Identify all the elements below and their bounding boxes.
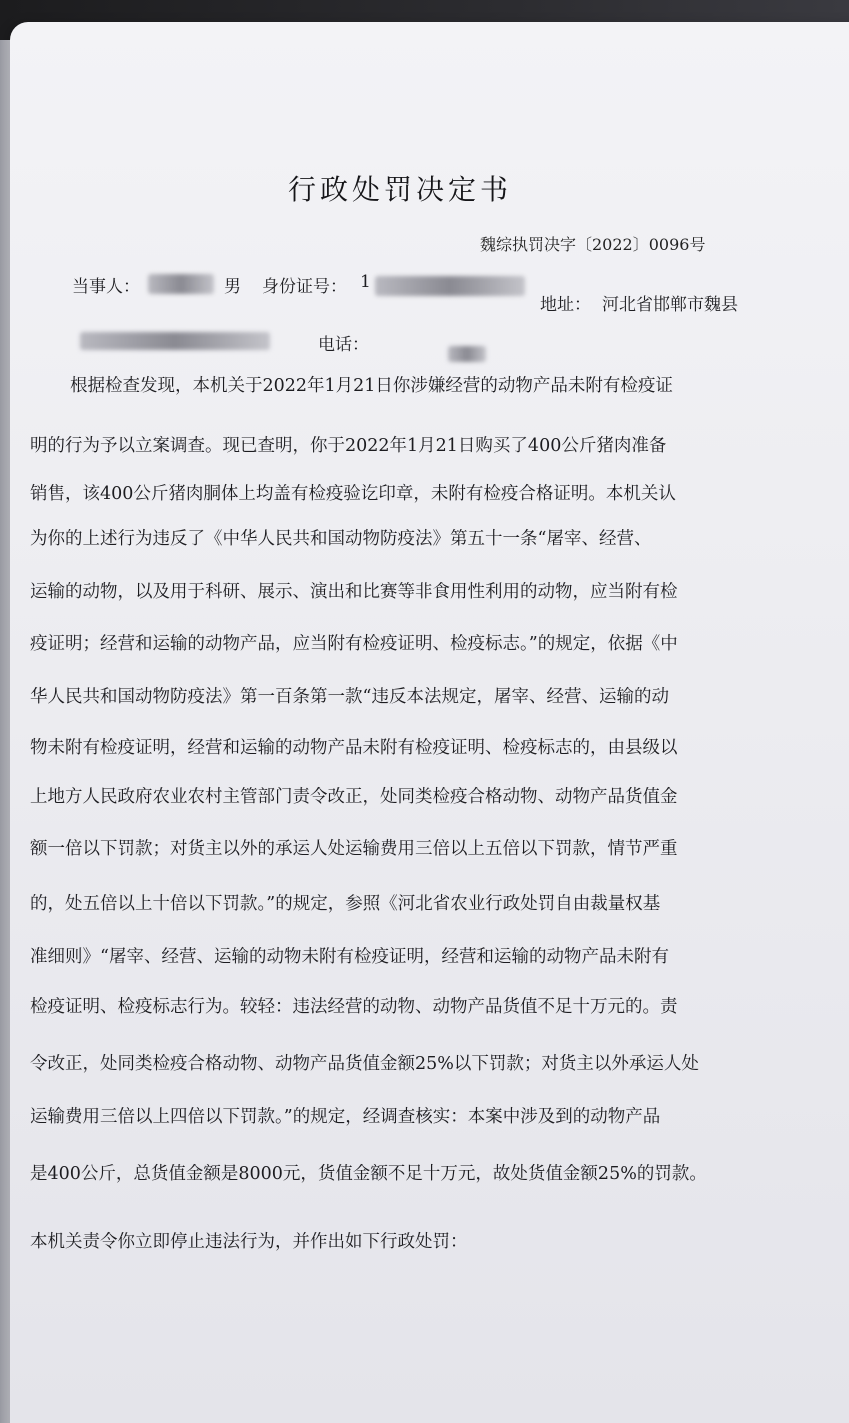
address-value: 河北省邯郸市魏县 (602, 295, 738, 315)
id-label: 身份证号： (262, 277, 347, 297)
page-stack-edge (0, 40, 10, 1423)
body-line: 的，处五倍以上十倍以下罚款。”的规定，参照《河北省农业行政处罚自由裁量权基 (30, 894, 661, 914)
party-label: 当事人： (72, 277, 140, 297)
phone-label: 电话： (318, 335, 369, 355)
body-line: 疫证明；经营和运输的动物产品，应当附有检疫证明、检疫标志。”的规定，依据《中 (30, 634, 678, 654)
redacted-phone (448, 346, 486, 362)
body-line: 销售，该400公斤猪肉胴体上均盖有检疫验讫印章，未附有检疫合格证明。本机关认 (30, 484, 676, 504)
body-line: 华人民共和国动物防疫法》第一百条第一款“违反本法规定，屠宰、经营、运输的动 (30, 687, 669, 707)
body-line: 运输费用三倍以上四倍以下罚款。”的规定，经调查核实：本案中涉及到的动物产品 (30, 1107, 661, 1127)
document-title: 行政处罚决定书 (287, 173, 512, 206)
body-line: 是400公斤，总货值金额是8000元，货值金额不足十万元，故处货值金额25%的罚款。 (30, 1164, 707, 1184)
redacted-name (148, 274, 214, 294)
paper-sheet (10, 22, 849, 1423)
body-line: 运输的动物，以及用于科研、展示、演出和比赛等非食用性利用的动物，应当附有检 (30, 582, 678, 602)
body-line: 令改正，处同类检疫合格动物、动物产品货值金额25%以下罚款；对货主以外承运人处 (30, 1054, 699, 1074)
address-label: 地址： (540, 295, 591, 315)
redacted-id-number (375, 276, 525, 296)
body-line: 上地方人民政府农业农村主管部门责令改正，处同类检疫合格动物、动物产品货值金 (30, 787, 678, 807)
body-line: 明的行为予以立案调查。现已查明，你于2022年1月21日购买了400公斤猪肉准备 (30, 436, 667, 456)
document-number: 魏综执罚决字〔2022〕0096号 (480, 235, 706, 254)
party-gender: 男 (224, 277, 241, 297)
body-line: 根据检查发现，本机关于2022年1月21日你涉嫌经营的动物产品未附有检疫证 (70, 376, 673, 396)
body-line: 准细则》“屠宰、经营、运输的动物未附有检疫证明，经营和运输的动物产品未附有 (30, 947, 669, 967)
body-line: 为你的上述行为违反了《中华人民共和国动物防疫法》第五十一条“屠宰、经营、 (30, 529, 652, 549)
body-line: 检疫证明、检疫标志行为。较轻：违法经营的动物、动物产品货值不足十万元的。责 (30, 997, 678, 1017)
body-line: 本机关责令你立即停止违法行为，并作出如下行政处罚： (30, 1232, 468, 1252)
id-prefix: 1 (360, 272, 371, 292)
body-line: 物未附有检疫证明，经营和运输的动物产品未附有检疫证明、检疫标志的，由县级以 (30, 738, 678, 758)
body-line: 额一倍以下罚款；对货主以外的承运人处运输费用三倍以上五倍以下罚款，情节严重 (30, 839, 678, 859)
redacted-address (80, 332, 270, 350)
